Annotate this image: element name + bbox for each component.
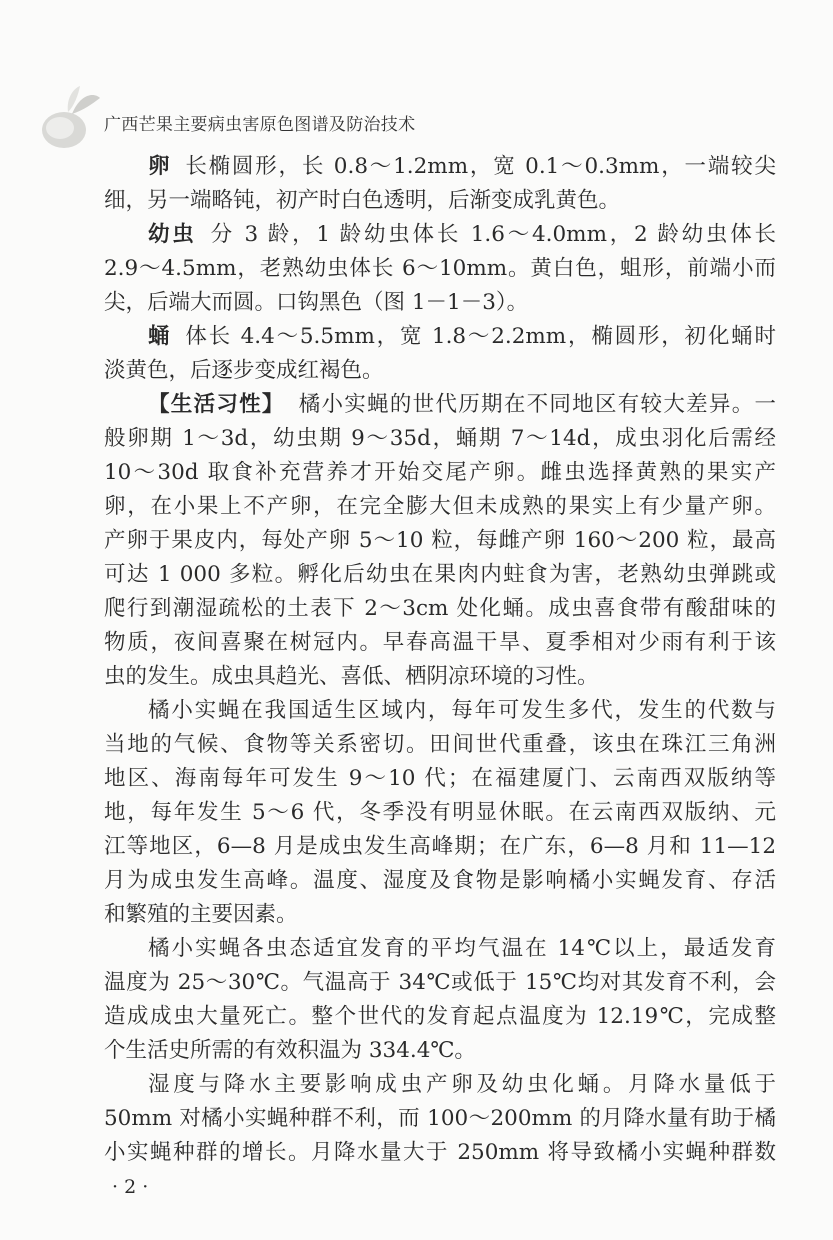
paragraph (104, 932, 776, 1068)
text-line (104, 1000, 776, 1034)
page-number: · 2 · (112, 1176, 149, 1198)
text-line (104, 898, 776, 932)
paragraph (104, 218, 776, 320)
line-text: 产卵于果皮内，每处产卵 5～10 粒，每雌产卵 160～200 粒，最高 (104, 528, 776, 553)
text-line (104, 422, 776, 456)
line-text: 地，每年发生 5～6 代，冬季没有明显休眠。在云南西双版纳、元 (104, 800, 776, 825)
line-text: 橘小实蝇的世代历期在不同地区有较大差异。一 (298, 392, 776, 417)
page-body (104, 150, 776, 1170)
line-text: 和繁殖的主要因素。 (104, 902, 298, 927)
line-text: 可达 1 000 多粒。孵化后幼虫在果肉内蛀食为害，老熟幼虫弹跳或 (104, 562, 776, 587)
text-line (104, 1136, 776, 1170)
text-line (104, 150, 776, 184)
text-line (104, 626, 776, 660)
text-line (104, 796, 776, 830)
text-line (104, 456, 776, 490)
text-line (104, 1068, 776, 1102)
text-line (104, 728, 776, 762)
line-text: 月为成虫发生高峰。温度、湿度及食物是影响橘小实蝇发育、存活 (104, 868, 776, 893)
paragraph (104, 320, 776, 388)
text-line (104, 320, 776, 354)
line-text: 小实蝇种群的增长。月降水量大于 250mm 将导致橘小实蝇种群数 (104, 1140, 776, 1165)
line-text: 爬行到潮湿疏松的土表下 2～3cm 处化蛹。成虫喜食带有酸甜味的 (104, 596, 776, 621)
line-text: 2.9～4.5mm，老熟幼虫体长 6～10mm。黄白色，蛆形，前端小而 (104, 256, 776, 281)
section-lead-term: 【生活习性】 (148, 392, 285, 417)
line-text: 江等地区，6—8 月是成虫发生高峰期；在广东，6—8 月和 11—12 (104, 834, 776, 859)
line-text: 地区、海南每年可发生 9～10 代；在福建厦门、云南西双版纳等 (104, 766, 776, 791)
line-text: 当地的气候、食物等关系密切。田间世代重叠，该虫在珠江三角洲 (104, 732, 776, 757)
text-line (104, 660, 776, 694)
paragraph (104, 150, 776, 218)
text-line (104, 354, 776, 388)
paragraph (104, 388, 776, 694)
line-text: 橘小实蝇各虫态适宜发育的平均气温在 14℃以上，最适发育 (148, 936, 776, 961)
mango-logo-icon (28, 84, 106, 154)
line-text: 橘小实蝇在我国适生区域内，每年可发生多代，发生的代数与 (148, 698, 776, 723)
text-line (104, 388, 776, 422)
text-line (104, 1102, 776, 1136)
text-line (104, 558, 776, 592)
text-line (104, 524, 776, 558)
running-header: 广西芒果主要病虫害原色图谱及防治技术 (104, 115, 416, 135)
text-line (104, 762, 776, 796)
line-text: 物质，夜间喜聚在树冠内。早春高温干旱、夏季相对少雨有利于该 (104, 630, 776, 655)
text-line (104, 592, 776, 626)
section-lead-term: 卵 (148, 154, 172, 179)
section-lead-term: 蛹 (148, 324, 172, 349)
text-line (104, 830, 776, 864)
paragraph (104, 694, 776, 932)
text-line (104, 966, 776, 1000)
paragraph (104, 1068, 776, 1170)
line-text: 尖，后端大而圆。口钩黑色（图 1－1－3）。 (104, 290, 529, 315)
text-line (104, 490, 776, 524)
section-lead-term: 幼虫 (148, 222, 197, 247)
text-line (104, 252, 776, 286)
line-text: 造成成虫大量死亡。整个世代的发育起点温度为 12.19℃，完成整 (104, 1004, 776, 1029)
line-text: 湿度与降水主要影响成虫产卵及幼虫化蛹。月降水量低于 (148, 1072, 776, 1097)
text-line (104, 218, 776, 252)
text-line (104, 932, 776, 966)
line-text: 般卵期 1～3d，幼虫期 9～35d，蛹期 7～14d，成虫羽化后需经 (104, 426, 776, 451)
line-text: 50mm 对橘小实蝇种群不利，而 100～200mm 的月降水量有助于橘 (104, 1106, 776, 1131)
line-text: 个生活史所需的有效积温为 334.4℃。 (104, 1038, 476, 1063)
line-text: 体长 4.4～5.5mm，宽 1.8～2.2mm，椭圆形，初化蛹时 (185, 324, 776, 349)
line-text: 10～30d 取食补充营养才开始交尾产卵。雌虫选择黄熟的果实产 (104, 460, 776, 485)
text-line (104, 694, 776, 728)
line-text: 细，另一端略钝，初产时白色透明，后渐变成乳黄色。 (104, 188, 621, 213)
line-text: 长椭圆形，长 0.8～1.2mm，宽 0.1～0.3mm，一端较尖 (185, 154, 776, 179)
line-text: 温度为 25～30℃。气温高于 34℃或低于 15℃均对其发育不利，会 (104, 970, 776, 995)
text-line (104, 1034, 776, 1068)
text-line (104, 184, 776, 218)
line-text: 淡黄色，后逐步变成红褐色。 (104, 358, 384, 383)
text-line (104, 286, 776, 320)
line-text: 虫的发生。成虫具趋光、喜低、栖阴凉环境的习性。 (104, 664, 599, 689)
text-line (104, 864, 776, 898)
line-text: 分 3 龄，1 龄幼虫体长 1.6～4.0mm，2 龄幼虫体长 (210, 222, 776, 247)
line-text: 卵，在小果上不产卵，在完全膨大但未成熟的果实上有少量产卵。 (104, 494, 776, 519)
